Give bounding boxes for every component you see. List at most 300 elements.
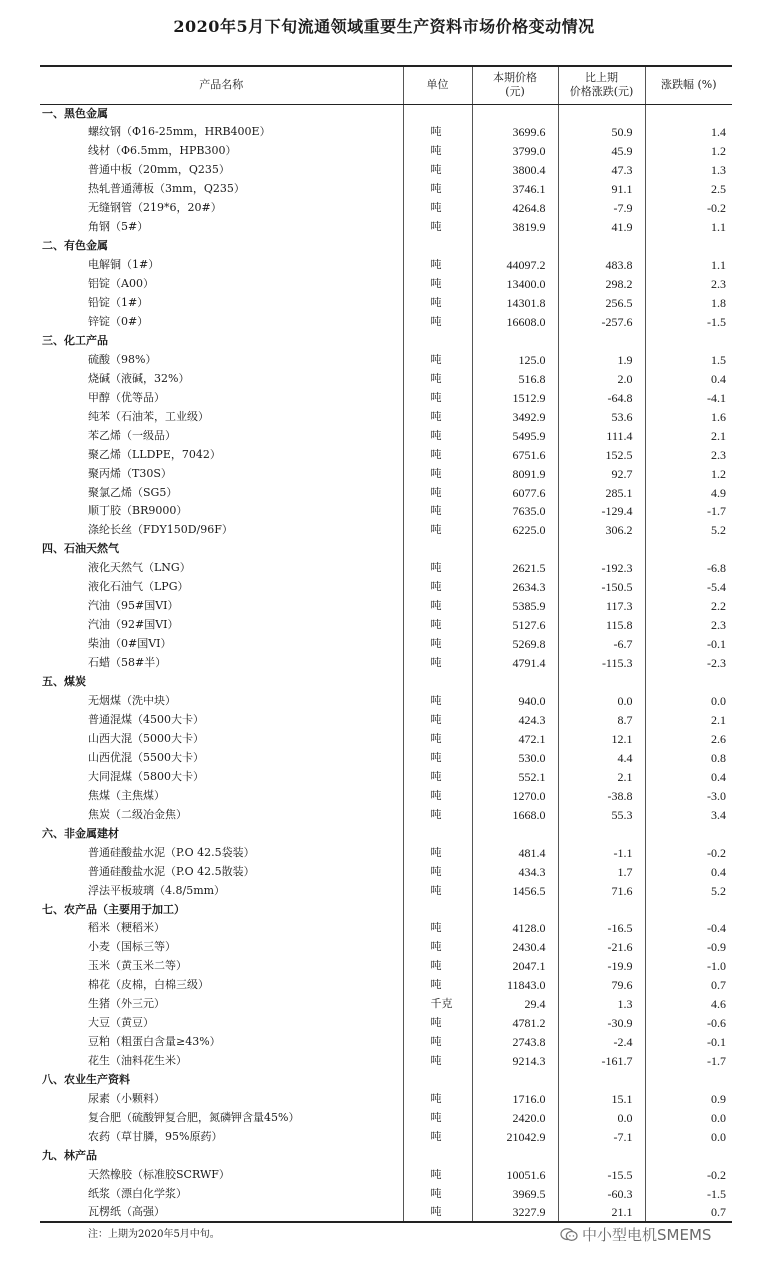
empty-cell	[645, 331, 732, 350]
table-row	[40, 843, 732, 862]
change-cell: 1.3	[558, 995, 645, 1014]
price-table	[40, 65, 732, 1223]
table-row	[40, 483, 732, 502]
table-row	[40, 1033, 732, 1052]
unit-cell: 吨	[403, 218, 472, 237]
table-row	[40, 597, 732, 616]
percent-cell: -1.7	[645, 1052, 732, 1071]
change-cell: -6.7	[558, 635, 645, 654]
empty-cell	[403, 331, 472, 350]
table-row	[40, 1184, 732, 1203]
percent-cell: 0.4	[645, 862, 732, 881]
table-row	[40, 161, 732, 180]
chat-bubble-icon	[560, 1227, 578, 1243]
category-row	[40, 1146, 732, 1165]
product-name: 普通硅酸盐水泥（P.O 42.5散装）	[88, 864, 255, 878]
unit-cell: 吨	[403, 616, 472, 635]
product-name: 无缝钢管（219*6，20#）	[88, 201, 222, 215]
change-cell: -16.5	[558, 919, 645, 938]
table-row	[40, 957, 732, 976]
price-cell: 552.1	[472, 767, 558, 786]
change-cell: -21.6	[558, 938, 645, 957]
product-name: 豆粕（粗蛋白含量≥43%）	[88, 1035, 221, 1049]
price-cell: 4264.8	[472, 199, 558, 218]
table-row	[40, 748, 732, 767]
unit-cell: 吨	[403, 161, 472, 180]
product-name: 液化石油气（LPG）	[88, 580, 189, 594]
unit-cell: 吨	[403, 180, 472, 199]
percent-cell: -0.9	[645, 938, 732, 957]
product-name: 大豆（黄豆）	[88, 1016, 154, 1030]
price-cell: 6751.6	[472, 445, 558, 464]
unit-cell: 吨	[403, 976, 472, 995]
percent-cell: -5.4	[645, 578, 732, 597]
unit-cell: 吨	[403, 1109, 472, 1128]
empty-cell	[403, 1071, 472, 1090]
percent-cell: 1.1	[645, 218, 732, 237]
percent-cell: -0.6	[645, 1014, 732, 1033]
product-name: 尿素（小颗料）	[88, 1092, 165, 1106]
empty-cell	[472, 900, 558, 919]
footnote: 注：上期为2020年5月中旬。	[88, 1229, 220, 1240]
percent-cell: -2.3	[645, 654, 732, 673]
empty-cell	[403, 104, 472, 123]
product-name: 电解铜（1#）	[88, 258, 160, 272]
change-cell: 79.6	[558, 976, 645, 995]
table-header-row	[40, 66, 732, 104]
unit-cell: 吨	[403, 862, 472, 881]
header-product-name: 产品名称	[40, 66, 403, 104]
product-name: 汽油（92#国VI）	[88, 618, 179, 632]
percent-cell: 2.1	[645, 426, 732, 445]
percent-cell: 2.5	[645, 180, 732, 199]
empty-cell	[645, 900, 732, 919]
price-cell: 4791.4	[472, 654, 558, 673]
percent-cell: 2.3	[645, 616, 732, 635]
product-name: 锌锭（0#）	[88, 314, 149, 328]
percent-cell: 0.0	[645, 692, 732, 711]
empty-cell	[472, 540, 558, 559]
empty-cell	[645, 540, 732, 559]
empty-cell	[645, 104, 732, 123]
change-cell: 53.6	[558, 407, 645, 426]
unit-cell: 吨	[403, 445, 472, 464]
watermark	[560, 1224, 711, 1245]
empty-cell	[558, 824, 645, 843]
product-name: 生猪（外三元）	[88, 997, 165, 1011]
change-cell: 115.8	[558, 616, 645, 635]
price-cell: 11843.0	[472, 976, 558, 995]
price-cell: 2420.0	[472, 1109, 558, 1128]
unit-cell: 吨	[403, 786, 472, 805]
percent-cell: -6.8	[645, 559, 732, 578]
category-row	[40, 331, 732, 350]
header-change-line2: 价格涨跌(元)	[569, 85, 634, 99]
product-name: 纯苯（石油苯，工业级）	[88, 409, 209, 423]
table-row	[40, 654, 732, 673]
unit-cell: 吨	[403, 1165, 472, 1184]
price-cell: 3492.9	[472, 407, 558, 426]
percent-cell: 4.6	[645, 995, 732, 1014]
product-name: 柴油（0#国VI）	[88, 637, 172, 651]
change-cell: -115.3	[558, 654, 645, 673]
category-row	[40, 900, 732, 919]
price-cell: 2047.1	[472, 957, 558, 976]
table-row	[40, 294, 732, 313]
change-cell: 1.7	[558, 862, 645, 881]
table-row	[40, 502, 732, 521]
unit-cell: 吨	[403, 938, 472, 957]
header-change	[558, 66, 645, 104]
table-row	[40, 786, 732, 805]
percent-cell: 0.4	[645, 767, 732, 786]
product-name: 农药（草甘膦，95%原药）	[88, 1129, 223, 1143]
table-row	[40, 559, 732, 578]
change-cell: 15.1	[558, 1090, 645, 1109]
unit-cell: 吨	[403, 483, 472, 502]
change-cell: -129.4	[558, 502, 645, 521]
table-body	[40, 104, 732, 1222]
change-cell: 92.7	[558, 464, 645, 483]
table-row	[40, 445, 732, 464]
change-cell: 71.6	[558, 881, 645, 900]
change-cell: 12.1	[558, 729, 645, 748]
change-cell: 0.0	[558, 1109, 645, 1128]
unit-cell: 吨	[403, 578, 472, 597]
change-cell: 8.7	[558, 711, 645, 730]
table-row	[40, 881, 732, 900]
empty-cell	[472, 824, 558, 843]
percent-cell: 1.1	[645, 256, 732, 275]
product-name: 山西大混（5000大卡）	[88, 731, 204, 745]
unit-cell: 吨	[403, 275, 472, 294]
price-cell: 1668.0	[472, 805, 558, 824]
unit-cell: 吨	[403, 1127, 472, 1146]
product-name: 液化天然气（LNG）	[88, 561, 191, 575]
change-cell: 4.4	[558, 748, 645, 767]
unit-cell: 吨	[403, 350, 472, 369]
price-cell: 7635.0	[472, 502, 558, 521]
table-row	[40, 1014, 732, 1033]
percent-cell: 5.2	[645, 881, 732, 900]
table-row	[40, 199, 732, 218]
unit-cell: 吨	[403, 654, 472, 673]
percent-cell: 1.8	[645, 294, 732, 313]
percent-cell: 0.7	[645, 1203, 732, 1222]
table-row	[40, 635, 732, 654]
empty-cell	[558, 104, 645, 123]
price-cell: 4781.2	[472, 1014, 558, 1033]
table-row	[40, 1165, 732, 1184]
change-cell: -161.7	[558, 1052, 645, 1071]
price-cell: 472.1	[472, 729, 558, 748]
table-row	[40, 388, 732, 407]
header-price-line2: (元)	[505, 85, 525, 99]
price-cell: 3819.9	[472, 218, 558, 237]
category-label: 六、非金属建材	[42, 826, 119, 840]
unit-cell: 吨	[403, 256, 472, 275]
empty-cell	[558, 237, 645, 256]
percent-cell: -1.5	[645, 1184, 732, 1203]
table-row	[40, 919, 732, 938]
price-cell: 16608.0	[472, 312, 558, 331]
empty-cell	[558, 900, 645, 919]
change-cell: -150.5	[558, 578, 645, 597]
percent-cell: 2.2	[645, 597, 732, 616]
percent-cell: 2.6	[645, 729, 732, 748]
product-name: 螺纹钢（Φ16-25mm，HRB400E）	[88, 125, 271, 139]
unit-cell: 吨	[403, 843, 472, 862]
page-title: 2020年5月下旬流通领域重要生产资料市场价格变动情况	[173, 17, 595, 36]
empty-cell	[403, 1146, 472, 1165]
header-price-line1: 本期价格	[493, 71, 537, 85]
unit-cell: 吨	[403, 407, 472, 426]
price-cell: 14301.8	[472, 294, 558, 313]
category-row	[40, 237, 732, 256]
table-row	[40, 995, 732, 1014]
unit-cell: 吨	[403, 123, 472, 142]
category-label: 四、石油天然气	[42, 542, 119, 556]
percent-cell: 1.6	[645, 407, 732, 426]
category-label: 二、有色金属	[42, 239, 108, 253]
price-cell: 5269.8	[472, 635, 558, 654]
empty-cell	[403, 824, 472, 843]
empty-cell	[472, 104, 558, 123]
percent-cell: 1.2	[645, 464, 732, 483]
unit-cell: 吨	[403, 1033, 472, 1052]
price-cell: 424.3	[472, 711, 558, 730]
price-cell: 940.0	[472, 692, 558, 711]
percent-cell: -1.0	[645, 957, 732, 976]
category-label: 三、化工产品	[42, 333, 108, 347]
table-row	[40, 862, 732, 881]
price-cell: 1270.0	[472, 786, 558, 805]
product-name: 苯乙烯（一级品）	[88, 428, 176, 442]
category-row	[40, 1071, 732, 1090]
price-cell: 434.3	[472, 862, 558, 881]
price-cell: 3699.6	[472, 123, 558, 142]
percent-cell: 5.2	[645, 521, 732, 540]
product-name: 浮法平板玻璃（4.8/5mm）	[88, 883, 226, 897]
change-cell: 50.9	[558, 123, 645, 142]
empty-cell	[472, 1071, 558, 1090]
table-row	[40, 369, 732, 388]
table-row	[40, 407, 732, 426]
change-cell: 111.4	[558, 426, 645, 445]
price-cell: 3799.0	[472, 142, 558, 161]
unit-cell: 吨	[403, 199, 472, 218]
percent-cell: 4.9	[645, 483, 732, 502]
table-row	[40, 218, 732, 237]
change-cell: 1.9	[558, 350, 645, 369]
percent-cell: -0.1	[645, 1033, 732, 1052]
product-name: 涤纶长丝（FDY150D/96F）	[88, 523, 233, 537]
price-cell: 2634.3	[472, 578, 558, 597]
empty-cell	[472, 331, 558, 350]
percent-cell: -1.7	[645, 502, 732, 521]
empty-cell	[403, 673, 472, 692]
price-cell: 8091.9	[472, 464, 558, 483]
table-row	[40, 1127, 732, 1146]
change-cell: 306.2	[558, 521, 645, 540]
empty-cell	[472, 237, 558, 256]
unit-cell: 吨	[403, 426, 472, 445]
price-cell: 1512.9	[472, 388, 558, 407]
table-row	[40, 767, 732, 786]
percent-cell: -0.4	[645, 919, 732, 938]
category-label: 一、黑色金属	[42, 106, 108, 120]
product-name: 玉米（黄玉米二等）	[88, 959, 187, 973]
change-cell: -1.1	[558, 843, 645, 862]
product-name: 花生（油料花生米）	[88, 1054, 187, 1068]
change-cell: 91.1	[558, 180, 645, 199]
change-cell: -30.9	[558, 1014, 645, 1033]
unit-cell: 吨	[403, 919, 472, 938]
percent-cell: -0.2	[645, 199, 732, 218]
empty-cell	[558, 1071, 645, 1090]
unit-cell: 吨	[403, 597, 472, 616]
price-cell: 6225.0	[472, 521, 558, 540]
change-cell: -7.1	[558, 1127, 645, 1146]
table-row	[40, 1203, 732, 1222]
product-name: 大同混煤（5800大卡）	[88, 769, 204, 783]
price-cell: 125.0	[472, 350, 558, 369]
unit-cell: 吨	[403, 1014, 472, 1033]
empty-cell	[645, 824, 732, 843]
category-label: 七、农产品（主要用于加工）	[42, 902, 185, 916]
change-cell: -257.6	[558, 312, 645, 331]
product-name: 铝锭（A00）	[88, 277, 154, 291]
unit-cell: 千克	[403, 995, 472, 1014]
empty-cell	[558, 1146, 645, 1165]
empty-cell	[472, 1146, 558, 1165]
percent-cell: 2.3	[645, 445, 732, 464]
unit-cell: 吨	[403, 294, 472, 313]
product-name: 瓦楞纸（高强）	[40, 1203, 403, 1222]
unit-cell: 吨	[403, 464, 472, 483]
empty-cell	[472, 673, 558, 692]
product-name: 天然橡胶（标准胶SCRWF）	[88, 1167, 230, 1181]
unit-cell: 吨	[403, 881, 472, 900]
product-name: 纸浆（漂白化学浆）	[88, 1186, 187, 1200]
price-cell: 13400.0	[472, 275, 558, 294]
table-row	[40, 350, 732, 369]
change-cell: 21.1	[558, 1203, 645, 1222]
table-row	[40, 180, 732, 199]
price-cell: 9214.3	[472, 1052, 558, 1071]
table-row	[40, 1090, 732, 1109]
change-cell: -19.9	[558, 957, 645, 976]
product-name: 稻米（粳稻米）	[88, 921, 165, 935]
percent-cell: -1.5	[645, 312, 732, 331]
category-label: 五、煤炭	[42, 675, 86, 689]
percent-cell: 3.4	[645, 805, 732, 824]
unit-cell: 吨	[403, 767, 472, 786]
product-name: 顺丁胶（BR9000）	[88, 504, 188, 518]
unit-cell: 吨	[403, 957, 472, 976]
price-cell: 3800.4	[472, 161, 558, 180]
product-name: 聚氯乙烯（SG5）	[88, 485, 178, 499]
percent-cell: 0.8	[645, 748, 732, 767]
unit-cell: 吨	[403, 805, 472, 824]
price-cell: 6077.6	[472, 483, 558, 502]
product-name: 复合肥（硫酸钾复合肥，氮磷钾含量45%）	[88, 1110, 300, 1124]
unit-cell: 吨	[403, 729, 472, 748]
percent-cell: 2.1	[645, 711, 732, 730]
table-row	[40, 1052, 732, 1071]
empty-cell	[645, 673, 732, 692]
change-cell: 0.0	[558, 692, 645, 711]
table-row	[40, 616, 732, 635]
product-name: 聚丙烯（T30S）	[88, 466, 172, 480]
unit-cell: 吨	[403, 635, 472, 654]
change-cell: 483.8	[558, 256, 645, 275]
product-name: 棉花（皮棉，白棉三级）	[88, 978, 209, 992]
price-cell: 10051.6	[472, 1165, 558, 1184]
unit-cell: 吨	[403, 521, 472, 540]
change-cell: 2.1	[558, 767, 645, 786]
price-cell: 44097.2	[472, 256, 558, 275]
price-cell: 3969.5	[472, 1184, 558, 1203]
change-cell: 117.3	[558, 597, 645, 616]
percent-cell: 0.0	[645, 1109, 732, 1128]
change-cell: 45.9	[558, 142, 645, 161]
percent-cell: 2.3	[645, 275, 732, 294]
price-cell: 2430.4	[472, 938, 558, 957]
product-name: 汽油（95#国VI）	[88, 599, 179, 613]
change-cell: -7.9	[558, 199, 645, 218]
unit-cell: 吨	[403, 369, 472, 388]
table-row	[40, 142, 732, 161]
percent-cell: 0.4	[645, 369, 732, 388]
empty-cell	[645, 237, 732, 256]
change-cell: -192.3	[558, 559, 645, 578]
percent-cell: 0.0	[645, 1127, 732, 1146]
category-label: 八、农业生产资料	[42, 1073, 130, 1087]
table-row	[40, 805, 732, 824]
table-row	[40, 729, 732, 748]
unit-cell: 吨	[403, 711, 472, 730]
table-row	[40, 711, 732, 730]
change-cell: -2.4	[558, 1033, 645, 1052]
table-row	[40, 426, 732, 445]
product-name: 焦煤（主焦煤）	[88, 788, 165, 802]
price-cell: 3746.1	[472, 180, 558, 199]
unit-cell: 吨	[403, 1090, 472, 1109]
price-cell: 2621.5	[472, 559, 558, 578]
change-cell: 152.5	[558, 445, 645, 464]
change-cell: 41.9	[558, 218, 645, 237]
header-percent: 涨跌幅 (%)	[645, 66, 732, 104]
change-cell: 2.0	[558, 369, 645, 388]
empty-cell	[403, 237, 472, 256]
empty-cell	[558, 673, 645, 692]
change-cell: 256.5	[558, 294, 645, 313]
table-row	[40, 1109, 732, 1128]
empty-cell	[558, 331, 645, 350]
price-cell: 21042.9	[472, 1127, 558, 1146]
unit-cell: 吨	[403, 1052, 472, 1071]
unit-cell: 吨	[403, 1184, 472, 1203]
percent-cell: 1.5	[645, 350, 732, 369]
unit-cell: 吨	[403, 312, 472, 331]
price-cell: 5495.9	[472, 426, 558, 445]
unit-cell: 吨	[403, 1203, 472, 1222]
table-row	[40, 256, 732, 275]
price-cell: 1456.5	[472, 881, 558, 900]
empty-cell	[558, 540, 645, 559]
table-row	[40, 692, 732, 711]
